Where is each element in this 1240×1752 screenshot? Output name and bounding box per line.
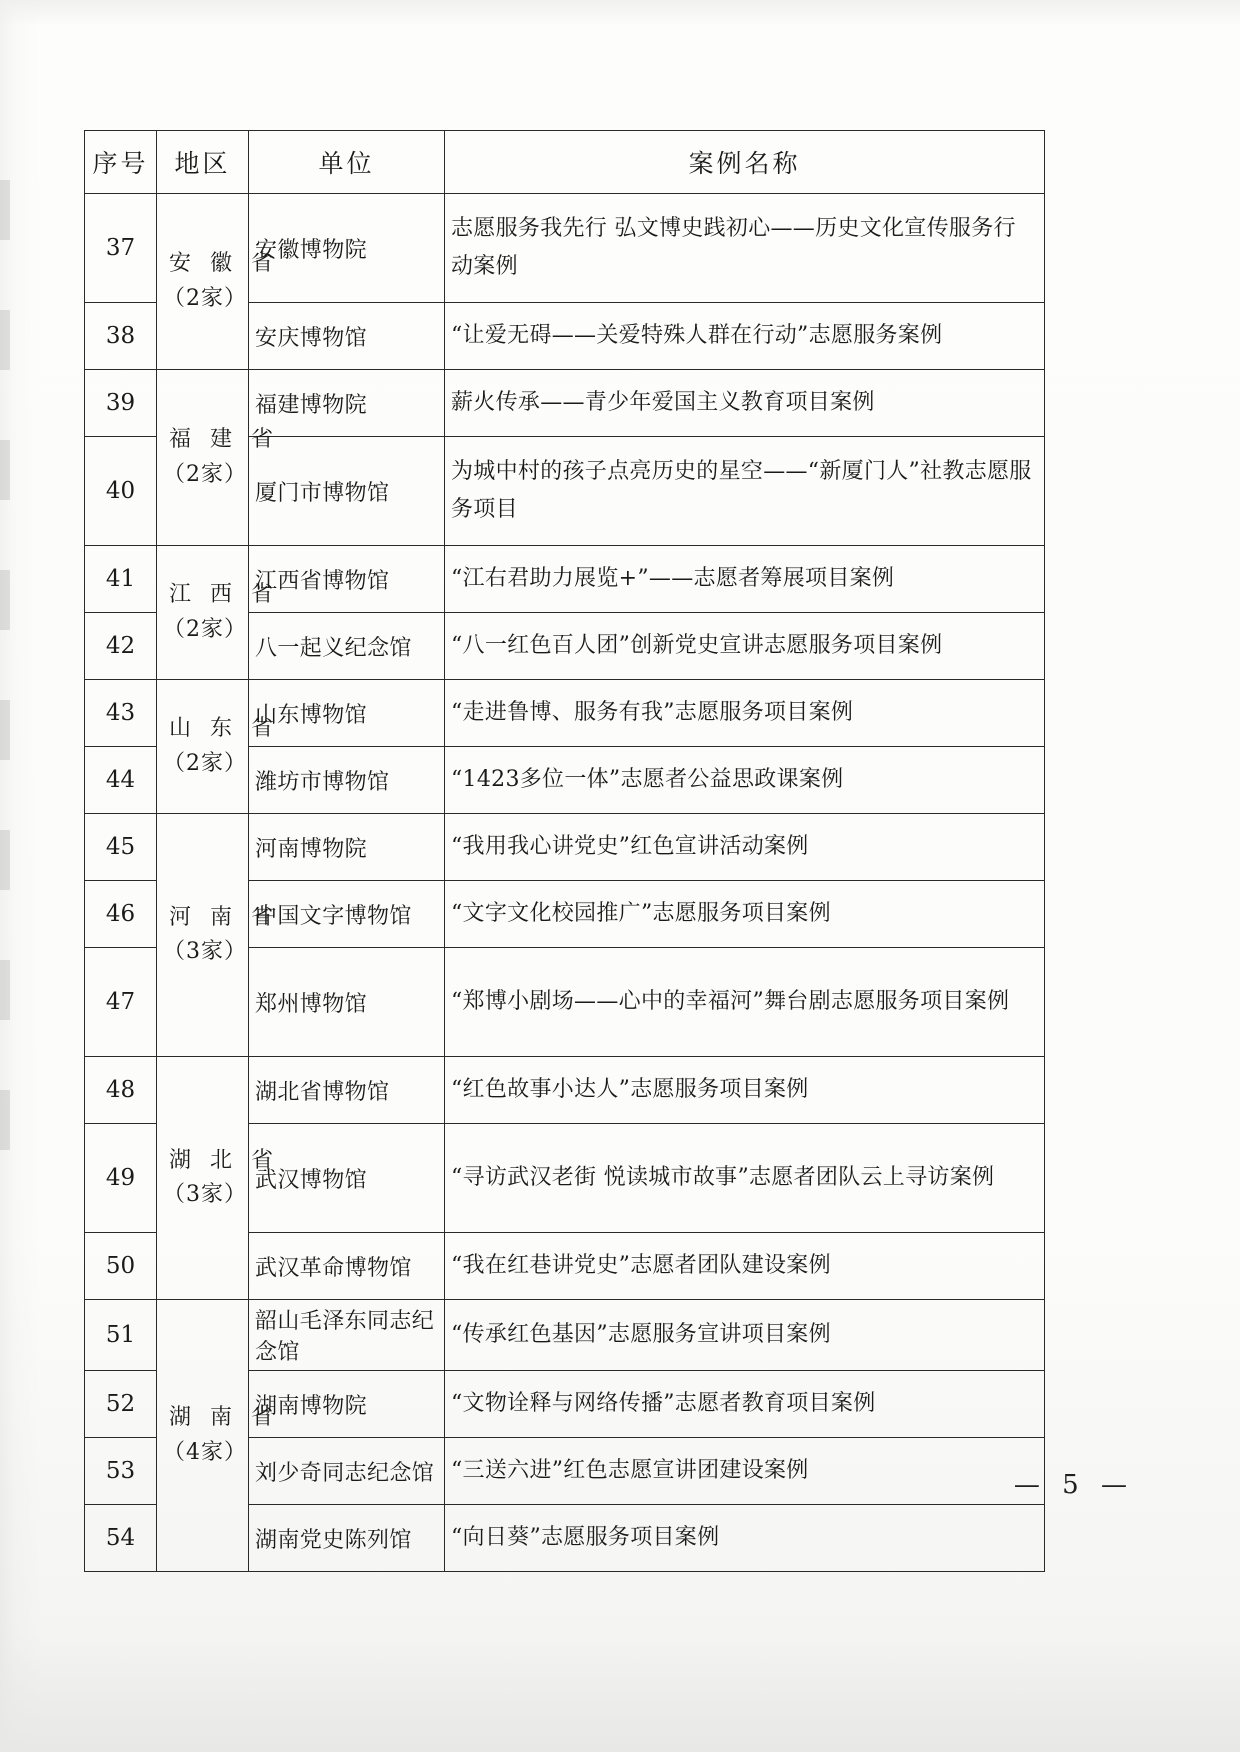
table-row <box>85 546 1045 613</box>
scan-artifact-left-edge <box>0 180 10 1180</box>
table-row <box>85 814 1045 881</box>
table-row <box>85 1057 1045 1124</box>
region-name: 安 徽 省 <box>169 251 279 277</box>
cell-index: 45 <box>85 814 157 881</box>
cell-case-name: “八一红色百人团”创新党史宣讲志愿服务项目案例 <box>445 613 1045 680</box>
cell-index: 48 <box>85 1057 157 1124</box>
cell-case-name: “让爱无碍——关爱特殊人群在行动”志愿服务案例 <box>445 303 1045 370</box>
cell-case-name: “文物诠释与网络传播”志愿者教育项目案例 <box>445 1371 1045 1438</box>
cell-region <box>157 814 279 1057</box>
scan-artifact-bottom <box>0 1632 1240 1752</box>
table-header-row <box>85 131 1045 194</box>
cell-unit: 八一起义纪念馆 <box>249 613 445 680</box>
column-header-index: 序号 <box>85 131 157 194</box>
cell-index: 49 <box>85 1124 157 1233</box>
cell-case-name: 为城中村的孩子点亮历史的星空——“新厦门人”社教志愿服务项目 <box>445 437 1045 546</box>
region-name: 河 南 省 <box>169 904 279 930</box>
cell-index: 47 <box>85 948 157 1057</box>
region-count: （2家） <box>163 285 247 311</box>
cell-index: 40 <box>85 437 157 546</box>
cell-unit: 河南博物院 <box>249 814 445 881</box>
cell-index: 41 <box>85 546 157 613</box>
cell-index: 42 <box>85 613 157 680</box>
cell-case-name: “三送六进”红色志愿宣讲团建设案例 <box>445 1438 1045 1505</box>
cell-unit: 厦门市博物馆 <box>249 437 445 546</box>
cell-unit: 江西省博物馆 <box>249 546 445 613</box>
cell-unit: 韶山毛泽东同志纪念馆 <box>249 1300 445 1371</box>
region-name: 江 西 省 <box>169 582 279 608</box>
cell-case-name: “文字文化校园推广”志愿服务项目案例 <box>445 881 1045 948</box>
region-count: （3家） <box>163 1182 247 1207</box>
cell-unit: 湖南党史陈列馆 <box>249 1505 445 1572</box>
cell-case-name: “走进鲁博、服务有我”志愿服务项目案例 <box>445 680 1045 747</box>
cell-index: 37 <box>85 194 157 303</box>
cell-region <box>157 680 279 814</box>
cell-region <box>157 370 279 546</box>
cell-case-name: “郑博小剧场——心中的幸福河”舞台剧志愿服务项目案例 <box>445 948 1045 1057</box>
cell-case-name: “我在红巷讲党史”志愿者团队建设案例 <box>445 1233 1045 1300</box>
cell-unit: 安徽博物院 <box>249 194 445 303</box>
region-count: （2家） <box>163 616 247 642</box>
region-count: （3家） <box>163 939 247 964</box>
cell-case-name: “寻访武汉老街 悦读城市故事”志愿者团队云上寻访案例 <box>445 1124 1045 1233</box>
cell-unit: 潍坊市博物馆 <box>249 747 445 814</box>
cell-unit: 湖南博物院 <box>249 1371 445 1438</box>
column-header-unit: 单位 <box>249 131 445 194</box>
cell-case-name: “传承红色基因”志愿服务宣讲项目案例 <box>445 1300 1045 1371</box>
cell-index: 44 <box>85 747 157 814</box>
cell-unit: 刘少奇同志纪念馆 <box>249 1438 445 1505</box>
cell-index: 52 <box>85 1371 157 1438</box>
cell-case-name: “红色故事小达人”志愿服务项目案例 <box>445 1057 1045 1124</box>
cell-index: 51 <box>85 1300 157 1371</box>
cell-case-name: 薪火传承——青少年爱国主义教育项目案例 <box>445 370 1045 437</box>
cell-unit: 郑州博物馆 <box>249 948 445 1057</box>
table-body <box>85 194 1045 1572</box>
table-row <box>85 680 1045 747</box>
table-row <box>85 370 1045 437</box>
cell-unit: 武汉革命博物馆 <box>249 1233 445 1300</box>
cell-index: 53 <box>85 1438 157 1505</box>
cell-case-name: “向日葵”志愿服务项目案例 <box>445 1505 1045 1572</box>
page-number: — 5 — <box>1013 1470 1134 1500</box>
column-header-region: 地区 <box>157 131 249 194</box>
cell-region <box>157 194 279 370</box>
table-row <box>85 1300 1045 1371</box>
region-name: 山 东 省 <box>169 716 279 742</box>
region-name: 湖 北 省 <box>169 1147 279 1173</box>
region-count: （2家） <box>163 750 247 776</box>
table-row <box>85 194 1045 303</box>
cell-unit: 山东博物馆 <box>249 680 445 747</box>
region-count: （4家） <box>163 1439 247 1465</box>
cell-unit: 武汉博物馆 <box>249 1124 445 1233</box>
cell-region <box>157 1300 279 1572</box>
case-list-table-container <box>84 130 1044 1572</box>
table-header <box>85 131 1045 194</box>
cell-index: 43 <box>85 680 157 747</box>
cell-case-name: “我用我心讲党史”红色宣讲活动案例 <box>445 814 1045 881</box>
cell-case-name: 志愿服务我先行 弘文博史践初心——历史文化宣传服务行动案例 <box>445 194 1045 303</box>
cell-region <box>157 546 279 680</box>
cell-unit: 中国文字博物馆 <box>249 881 445 948</box>
cell-index: 50 <box>85 1233 157 1300</box>
cell-case-name: “1423多位一体”志愿者公益思政课案例 <box>445 747 1045 814</box>
region-name: 福 建 省 <box>169 427 279 453</box>
cell-unit: 湖北省博物馆 <box>249 1057 445 1124</box>
region-count: （2家） <box>163 461 247 487</box>
cell-index: 39 <box>85 370 157 437</box>
cell-index: 46 <box>85 881 157 948</box>
scan-artifact-top <box>0 0 1240 26</box>
cell-index: 38 <box>85 303 157 370</box>
cell-unit: 福建博物院 <box>249 370 445 437</box>
region-name: 湖 南 省 <box>169 1405 279 1431</box>
case-list-table <box>84 130 1045 1572</box>
column-header-case-name: 案例名称 <box>445 131 1045 194</box>
cell-index: 54 <box>85 1505 157 1572</box>
cell-region <box>157 1057 279 1300</box>
cell-case-name: “江右君助力展览+”——志愿者筹展项目案例 <box>445 546 1045 613</box>
cell-unit: 安庆博物馆 <box>249 303 445 370</box>
